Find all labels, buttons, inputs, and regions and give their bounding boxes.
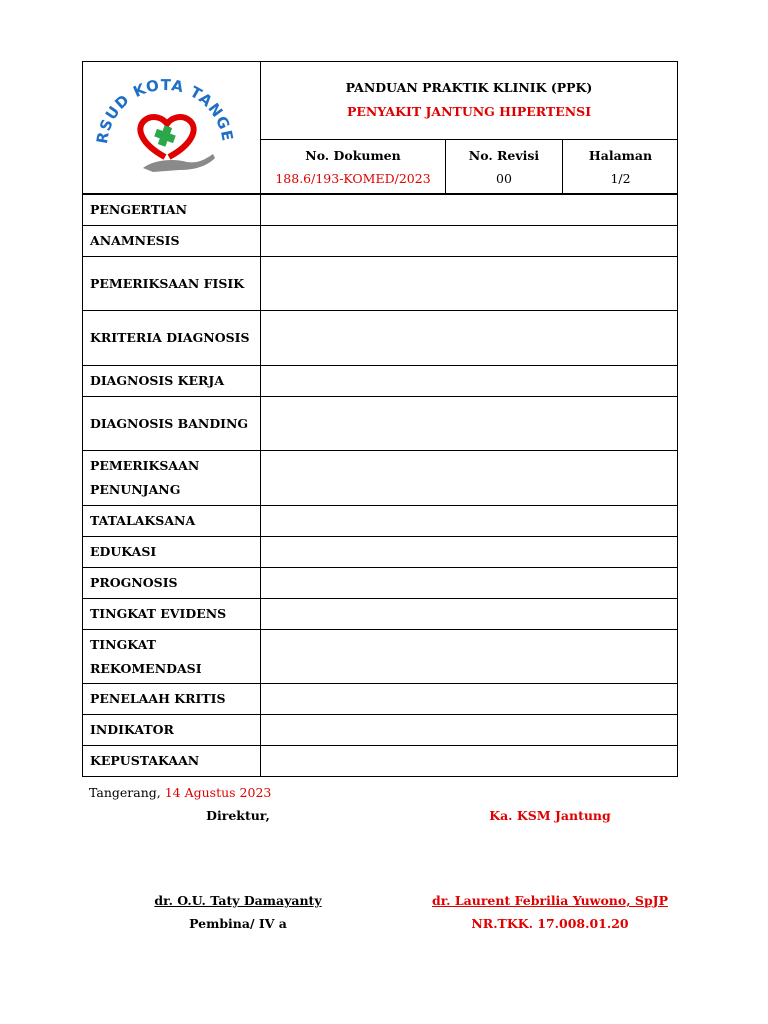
date-line <box>89 785 271 800</box>
left-signer-rank: Pembina/ IV a <box>189 916 287 931</box>
table-row <box>83 451 678 506</box>
row-label: PENGERTIAN <box>83 195 261 226</box>
table-row <box>83 746 678 777</box>
row-label: PEMERIKSAAN FISIK <box>83 257 261 311</box>
row-label: ANAMNESIS <box>83 226 261 257</box>
page-cell <box>563 140 678 193</box>
row-label: PENELAAH KRITIS <box>83 684 261 715</box>
date-text: 14 Agustus 2023 <box>164 785 272 800</box>
document-title: PANDUAN PRAKTIK KLINIK (PPK) <box>345 80 593 95</box>
left-role: Direktur, <box>206 808 270 823</box>
table-row <box>83 537 678 568</box>
table-row <box>83 311 678 366</box>
revision-value: 00 <box>496 171 512 186</box>
row-label: INDIKATOR <box>83 715 261 746</box>
logo-cell <box>83 62 261 193</box>
row-label: DIAGNOSIS KERJA <box>83 366 261 397</box>
row-label: TINGKAT REKOMENDASI <box>83 630 261 684</box>
row-value <box>261 568 678 599</box>
table-row <box>83 257 678 311</box>
table-row <box>83 568 678 599</box>
row-value <box>261 715 678 746</box>
row-value <box>261 630 678 684</box>
document-meta <box>261 140 677 193</box>
row-value <box>261 684 678 715</box>
right-role: Ka. KSM Jantung <box>489 808 611 823</box>
row-label: TINGKAT EVIDENS <box>83 599 261 630</box>
row-label: KEPUSTAKAAN <box>83 746 261 777</box>
hospital-logo <box>83 62 261 193</box>
doc-number-cell <box>261 140 446 193</box>
row-value <box>261 226 678 257</box>
row-value <box>261 506 678 537</box>
page-value: 1/2 <box>610 171 631 186</box>
revision-label: No. Revisi <box>468 148 540 163</box>
row-value <box>261 257 678 311</box>
document-header <box>82 61 678 194</box>
ppk-table <box>82 194 678 777</box>
table-row <box>83 397 678 451</box>
table-row <box>83 366 678 397</box>
left-signer-name: dr. O.U. Taty Damayanty <box>154 893 322 908</box>
right-signer-id: NR.TKK. 17.008.01.20 <box>471 916 629 931</box>
row-value <box>261 451 678 506</box>
row-value <box>261 746 678 777</box>
table-row <box>83 599 678 630</box>
revision-cell <box>446 140 563 193</box>
row-label: DIAGNOSIS BANDING <box>83 397 261 451</box>
doc-number-label: No. Dokumen <box>305 148 401 163</box>
row-label: KRITERIA DIAGNOSIS <box>83 311 261 366</box>
place-text: Tangerang, <box>89 785 161 800</box>
row-label: TATALAKSANA <box>83 506 261 537</box>
row-label: PROGNOSIS <box>83 568 261 599</box>
row-label: EDUKASI <box>83 537 261 568</box>
right-signer-name: dr. Laurent Febrilia Yuwono, SpJP <box>431 893 668 908</box>
page-label: Halaman <box>588 148 653 163</box>
row-value <box>261 599 678 630</box>
doc-number-value: 188.6/193-KOMED/2023 <box>275 171 431 186</box>
row-value <box>261 195 678 226</box>
row-value <box>261 537 678 568</box>
table-row <box>83 226 678 257</box>
table-row <box>83 684 678 715</box>
table-row <box>83 506 678 537</box>
row-value <box>261 311 678 366</box>
row-value <box>261 397 678 451</box>
table-row <box>83 630 678 684</box>
table-row <box>83 715 678 746</box>
row-label: PEMERIKSAAN PENUNJANG <box>83 451 261 506</box>
title-cell <box>261 62 677 140</box>
row-value <box>261 366 678 397</box>
document-subtitle: PENYAKIT JANTUNG HIPERTENSI <box>346 104 592 119</box>
logo-arc-text: RSUD KOTA TANGE <box>92 75 237 146</box>
table-row <box>83 195 678 226</box>
